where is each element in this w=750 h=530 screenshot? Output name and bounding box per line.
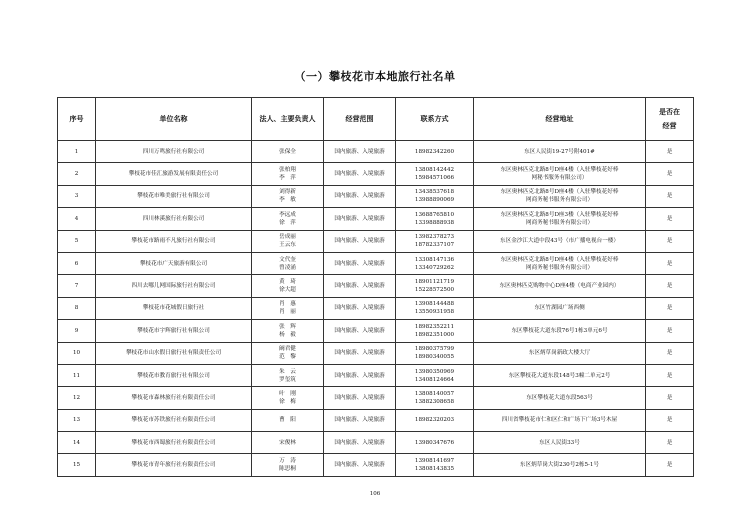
leader-line: 曾凌涌 [279, 264, 296, 271]
cell-no: 7 [58, 275, 96, 297]
cell-status: 是 [646, 409, 694, 431]
leader-line: 文代奎 [279, 256, 296, 263]
header-no: 序号 [58, 98, 96, 141]
cell-status: 是 [646, 364, 694, 386]
address-line: 东区炳草岗大街230号2栋5-1号 [519, 462, 600, 469]
leader-line: 范 黎 [279, 354, 296, 361]
leader-line: 宋俊林 [279, 439, 296, 446]
cell-leader [252, 230, 324, 252]
cell-address [474, 364, 646, 386]
phone-line: 15984571066 [414, 175, 455, 182]
cell-leader [252, 208, 324, 230]
leader-line: 刘得新 [279, 189, 296, 196]
leader-line: 朱 云 [279, 368, 296, 375]
cell-no: 1 [58, 141, 96, 163]
cell-status: 是 [646, 208, 694, 230]
phone-line: 13982378273 [414, 234, 455, 241]
leader-line: 万 涛 [279, 458, 296, 465]
cell-scope: 国内旅游、入境旅游 [324, 342, 396, 364]
phone-line: 13808143835 [414, 466, 455, 473]
cell-no: 9 [58, 320, 96, 342]
cell-address [474, 342, 646, 364]
phone-line: 18982342260 [414, 148, 455, 155]
cell-scope: 国内旅游、入境旅游 [324, 163, 396, 185]
cell-contact [396, 364, 474, 386]
table-row [58, 432, 694, 454]
leader-line: 黄 琦 [279, 279, 296, 286]
phone-line: 13980347676 [414, 439, 455, 446]
cell-leader [252, 297, 324, 319]
cell-name: 四川林溪旅行社有限公司 [96, 208, 252, 230]
cell-scope: 国内旅游、入境旅游 [324, 432, 396, 454]
cell-scope: 国内旅游、入境旅游 [324, 275, 396, 297]
table-row [58, 275, 694, 297]
address-line: 东区竹湖园广场西侧 [534, 305, 585, 312]
header-scope: 经营范围 [324, 98, 396, 141]
cell-status: 是 [646, 387, 694, 409]
cell-address [474, 432, 646, 454]
cell-name: 攀枝花市宇辉旅行社有限公司 [96, 320, 252, 342]
table-row [58, 454, 694, 476]
leader-line: 叶 刚 [279, 390, 296, 397]
leader-line: 张 辉 [279, 323, 296, 330]
table-row [58, 409, 694, 431]
address-line: 东区攀枝花大道东段563号 [526, 394, 593, 401]
cell-no: 4 [58, 208, 96, 230]
cell-contact [396, 320, 474, 342]
address-line: 东区奥林匹克北路8号D座3楼（入驻攀枝花好棒 [500, 211, 619, 218]
address-line: 东区奥林匹克北路8号D座4楼（入驻攀枝花好棒 [500, 167, 619, 174]
phone-line: 18980375799 [414, 346, 455, 353]
cell-leader [252, 141, 324, 163]
page-title: （一）攀枝花市本地旅行社名单 [294, 70, 456, 83]
header-status: 是否在 经营 [646, 98, 694, 141]
leader-line: 阚君健 [279, 346, 296, 353]
phone-line: 13308147136 [414, 256, 455, 263]
phone-line: 13808140057 [414, 390, 455, 397]
address-line: 网商务秘书服务有限公司） [525, 219, 594, 226]
cell-address [474, 252, 646, 274]
leader-line: 王云东 [279, 242, 296, 249]
address-line: 东区炳草岗新政大楼大厅 [528, 350, 591, 357]
cell-status: 是 [646, 252, 694, 274]
cell-scope: 国内旅游、入境旅游 [324, 454, 396, 476]
leader-line: 肖 惠 [279, 301, 296, 308]
cell-scope: 国内旅游、入境旅游 [324, 409, 396, 431]
cell-status: 是 [646, 163, 694, 185]
cell-name: 攀枝花市广天旅游有限公司 [96, 252, 252, 274]
cell-name: 攀枝花市花城假日旅行社 [96, 297, 252, 319]
cell-status: 是 [646, 342, 694, 364]
phone-line: 13438537618 [414, 189, 455, 196]
cell-address [474, 409, 646, 431]
cell-name: 攀枝花市路雨不凡旅行社有限公司 [96, 230, 252, 252]
travel-agency-table [57, 97, 694, 477]
cell-contact [396, 342, 474, 364]
cell-contact [396, 141, 474, 163]
cell-no: 14 [58, 432, 96, 454]
phone-line: 13882308658 [414, 398, 455, 405]
cell-leader [252, 409, 324, 431]
phone-line: 13980350969 [414, 368, 455, 375]
leader-line: 曹 阳 [279, 417, 296, 424]
address-line: 东区攀枝花大道东段148号3幢二单元2号 [508, 372, 611, 379]
cell-no: 13 [58, 409, 96, 431]
cell-scope: 国内旅游、入境旅游 [324, 141, 396, 163]
cell-leader [252, 387, 324, 409]
cell-scope: 国内旅游、入境旅游 [324, 208, 396, 230]
address-line: 东区金沙江大道中段43号（市广播电视台一楼） [500, 238, 619, 245]
cell-scope: 国内旅游、入境旅游 [324, 364, 396, 386]
phone-line: 13988890069 [414, 197, 455, 204]
phone-line: 18901121719 [414, 279, 455, 286]
phone-line: 13408124664 [414, 376, 455, 383]
phone-line: 18782337107 [414, 242, 455, 249]
leader-line: 肖 丽 [279, 309, 296, 316]
cell-contact [396, 185, 474, 207]
cell-no: 11 [58, 364, 96, 386]
cell-leader [252, 163, 324, 185]
cell-scope: 国内旅游、入境旅游 [324, 230, 396, 252]
cell-no: 2 [58, 163, 96, 185]
cell-address [474, 163, 646, 185]
cell-address [474, 297, 646, 319]
address-line: 东区奥林匹克北路8号D座4楼（入驻攀枝花好棒 [500, 189, 619, 196]
address-line: 东区奥林匹克北路8号D座4楼（入驻攀枝花好棒 [500, 256, 619, 263]
table-row [58, 141, 694, 163]
phone-line: 18982351000 [414, 331, 455, 338]
cell-scope: 国内旅游、入境旅游 [324, 185, 396, 207]
cell-leader [252, 364, 324, 386]
cell-no: 6 [58, 252, 96, 274]
cell-contact [396, 409, 474, 431]
leader-line: 李 萍 [279, 175, 296, 182]
cell-leader [252, 252, 324, 274]
cell-no: 8 [58, 297, 96, 319]
cell-address [474, 275, 646, 297]
table-row [58, 364, 694, 386]
address-line: 四川省攀枝花市仁和区仁和广场下广场3号木屋 [501, 417, 618, 424]
address-line: 东区攀枝花大道东段76号1栋3单元6号 [511, 327, 608, 334]
cell-status: 是 [646, 230, 694, 252]
cell-name: 攀枝花市森林旅行社有限责任公司 [96, 387, 252, 409]
table-row [58, 252, 694, 274]
table-row [58, 297, 694, 319]
cell-status: 是 [646, 320, 694, 342]
cell-name: 攀枝花市教育旅行社有限公司 [96, 364, 252, 386]
address-line: 东区人民街33号 [539, 439, 580, 446]
leader-line: 岳成丽 [279, 234, 296, 241]
cell-address [474, 141, 646, 163]
phone-line: 15228572500 [414, 287, 455, 294]
cell-contact [396, 163, 474, 185]
cell-scope: 国内旅游、入境旅游 [324, 252, 396, 274]
cell-name: 攀枝花市佳汇旅游发展有限责任公司 [96, 163, 252, 185]
cell-contact [396, 387, 474, 409]
table-row [58, 185, 694, 207]
cell-name: 攀枝花市西蜀旅行社有限责任公司 [96, 432, 252, 454]
cell-address [474, 320, 646, 342]
leader-line: 李 敏 [279, 197, 296, 204]
cell-address [474, 387, 646, 409]
phone-line: 13550931958 [414, 309, 455, 316]
cell-no: 5 [58, 230, 96, 252]
leader-line: 张柏翔 [279, 167, 296, 174]
cell-contact [396, 297, 474, 319]
table-row [58, 163, 694, 185]
cell-status: 是 [646, 141, 694, 163]
cell-scope: 国内旅游、入境旅游 [324, 297, 396, 319]
phone-line: 13688765810 [414, 211, 455, 218]
address-line: 网秘书服务有限公司） [531, 175, 588, 182]
cell-no: 12 [58, 387, 96, 409]
leader-line: 徐 梅 [279, 398, 296, 405]
cell-leader [252, 185, 324, 207]
cell-name: 攀枝花市唯美旅行社有限公司 [96, 185, 252, 207]
cell-contact [396, 432, 474, 454]
cell-leader [252, 275, 324, 297]
cell-address [474, 454, 646, 476]
cell-name: 攀枝花市山水假日旅行社有限责任公司 [96, 342, 252, 364]
page-number: 106 [369, 491, 381, 497]
address-line: 东区奥林匹克购物中心D座4楼（电商产业园内） [499, 283, 620, 290]
table-row [58, 342, 694, 364]
address-line: 东区人民街19-27号附401# [524, 148, 595, 155]
cell-address [474, 208, 646, 230]
cell-contact [396, 208, 474, 230]
cell-name: 四川去哪儿网国际旅行社有限公司 [96, 275, 252, 297]
phone-line: 13908144488 [414, 301, 455, 308]
cell-contact [396, 252, 474, 274]
header-leader: 法人、主要负责人 [252, 98, 324, 141]
cell-leader [252, 432, 324, 454]
cell-no: 15 [58, 454, 96, 476]
address-line: 网商务秘书服务有限公司） [525, 197, 594, 204]
header-name: 单位名称 [96, 98, 252, 141]
phone-line: 18980340055 [414, 354, 455, 361]
cell-status: 是 [646, 297, 694, 319]
phone-line: 13808142442 [414, 167, 455, 174]
cell-contact [396, 275, 474, 297]
cell-no: 3 [58, 185, 96, 207]
header-contact: 联系方式 [396, 98, 474, 141]
leader-line: 陈思桐 [279, 466, 296, 473]
table-row [58, 387, 694, 409]
leader-line: 罗玺筑 [279, 376, 296, 383]
cell-leader [252, 320, 324, 342]
phone-line: 18982352211 [414, 323, 455, 330]
cell-leader [252, 342, 324, 364]
cell-contact [396, 230, 474, 252]
cell-contact [396, 454, 474, 476]
cell-address [474, 230, 646, 252]
leader-line: 李远成 [279, 211, 296, 218]
phone-line: 18982320203 [414, 417, 455, 424]
cell-address [474, 185, 646, 207]
leader-line: 张保全 [279, 148, 296, 155]
address-line: 网商务秘书服务有限公司） [525, 264, 594, 271]
table-row [58, 230, 694, 252]
table-header-row [58, 98, 694, 141]
cell-status: 是 [646, 432, 694, 454]
phone-line: 13340729262 [414, 264, 455, 271]
header-address: 经营地址 [474, 98, 646, 141]
cell-name: 四川万鸣旅行社有限公司 [96, 141, 252, 163]
table-row [58, 320, 694, 342]
phone-line: 13908141697 [414, 458, 455, 465]
cell-status: 是 [646, 454, 694, 476]
cell-no: 10 [58, 342, 96, 364]
table-row [58, 208, 694, 230]
leader-line: 徐大超 [279, 287, 296, 294]
cell-status: 是 [646, 185, 694, 207]
leader-line: 徐 萍 [279, 219, 296, 226]
phone-line: 13398888938 [414, 219, 455, 226]
cell-leader [252, 454, 324, 476]
cell-scope: 国内旅游、入境旅游 [324, 387, 396, 409]
cell-scope: 国内旅游、入境旅游 [324, 320, 396, 342]
cell-name: 攀枝花市苏铁旅行社有限责任公司 [96, 409, 252, 431]
leader-line: 杨 毅 [279, 331, 296, 338]
cell-status: 是 [646, 275, 694, 297]
cell-name: 攀枝花市青年旅行社有限责任公司 [96, 454, 252, 476]
